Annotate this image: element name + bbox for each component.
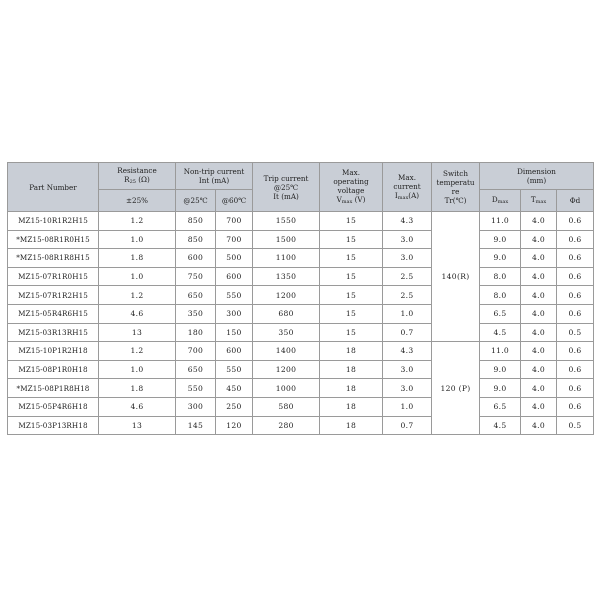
cell-i: 2.5	[383, 267, 432, 286]
cell-phi: 0.6	[557, 342, 594, 361]
part-number-cell: MZ15-08P1R0H18	[8, 360, 99, 379]
header-non-trip-60: @60℃	[216, 190, 253, 212]
header-dimension: Dimension (mm)	[480, 163, 594, 190]
cell-r: 1.2	[99, 212, 176, 231]
cell-it: 1550	[253, 212, 320, 231]
header-switch-temperature: Switch temperatu re Tr(℃)	[432, 163, 480, 212]
header-trip-current: Trip current @25℃ It (mA)	[253, 163, 320, 212]
cell-int60: 450	[216, 379, 253, 398]
cell-phi: 0.6	[557, 360, 594, 379]
cell-v: 15	[320, 304, 383, 323]
cell-d: 6.5	[480, 397, 521, 416]
cell-int25: 750	[176, 267, 216, 286]
cell-i: 0.7	[383, 416, 432, 435]
cell-int60: 600	[216, 342, 253, 361]
cell-d: 8.0	[480, 286, 521, 305]
cell-phi: 0.5	[557, 416, 594, 435]
header-max-voltage: Max. operating voltage $V_{max}$ (V)	[320, 163, 383, 212]
table-row	[8, 249, 594, 268]
cell-phi: 0.6	[557, 267, 594, 286]
cell-it: 580	[253, 397, 320, 416]
table-row	[8, 379, 594, 398]
cell-int25: 700	[176, 342, 216, 361]
cell-v: 15	[320, 230, 383, 249]
cell-phi: 0.6	[557, 397, 594, 416]
cell-r: 1.2	[99, 342, 176, 361]
cell-v: 18	[320, 379, 383, 398]
table-row	[8, 304, 594, 323]
switch-temperature-cell: 120 (P)	[432, 342, 480, 435]
cell-d: 9.0	[480, 249, 521, 268]
cell-it: 350	[253, 323, 320, 342]
table-row	[8, 286, 594, 305]
cell-d: 9.0	[480, 360, 521, 379]
header-non-trip-25: @25℃	[176, 190, 216, 212]
cell-d: 4.5	[480, 416, 521, 435]
cell-phi: 0.6	[557, 212, 594, 231]
header-dimension-phi: Φd	[557, 190, 594, 212]
cell-r: 13	[99, 323, 176, 342]
part-number-cell: MZ15-10P1R2H18	[8, 342, 99, 361]
switch-temperature-cell: 140(R)	[432, 212, 480, 342]
cell-phi: 0.6	[557, 230, 594, 249]
part-number-cell: MZ15-07R1R0H15	[8, 267, 99, 286]
cell-d: 6.5	[480, 304, 521, 323]
cell-t: 4.0	[521, 397, 557, 416]
cell-r: 1.0	[99, 360, 176, 379]
cell-int25: 180	[176, 323, 216, 342]
cell-d: 9.0	[480, 230, 521, 249]
cell-int25: 145	[176, 416, 216, 435]
cell-i: 1.0	[383, 397, 432, 416]
header-part-number: Part Number	[8, 163, 99, 212]
header-max-current: Max. current $I_{max}(A)$	[383, 163, 432, 212]
cell-d: 4.5	[480, 323, 521, 342]
cell-phi: 0.6	[557, 249, 594, 268]
cell-int60: 700	[216, 230, 253, 249]
header-dimension-t: $T_{max}$	[521, 190, 557, 212]
cell-int25: 850	[176, 212, 216, 231]
cell-v: 15	[320, 323, 383, 342]
ptc-spec-table	[7, 162, 594, 435]
cell-int60: 700	[216, 212, 253, 231]
cell-r: 1.0	[99, 267, 176, 286]
cell-v: 18	[320, 416, 383, 435]
cell-t: 4.0	[521, 342, 557, 361]
part-number-cell: MZ15-07R1R2H15	[8, 286, 99, 305]
table-row	[8, 360, 594, 379]
cell-int25: 350	[176, 304, 216, 323]
cell-int60: 250	[216, 397, 253, 416]
cell-v: 18	[320, 397, 383, 416]
cell-v: 18	[320, 342, 383, 361]
cell-t: 4.0	[521, 304, 557, 323]
table-row	[8, 397, 594, 416]
cell-int25: 550	[176, 379, 216, 398]
cell-it: 1000	[253, 379, 320, 398]
part-number-cell: MZ15-05P4R6H18	[8, 397, 99, 416]
cell-d: 11.0	[480, 212, 521, 231]
part-number-cell: *MZ15-08R1R0H15	[8, 230, 99, 249]
cell-t: 4.0	[521, 212, 557, 231]
cell-it: 1100	[253, 249, 320, 268]
cell-r: 1.2	[99, 286, 176, 305]
cell-int60: 600	[216, 267, 253, 286]
cell-int25: 300	[176, 397, 216, 416]
cell-i: 3.0	[383, 360, 432, 379]
cell-int60: 150	[216, 323, 253, 342]
cell-int60: 120	[216, 416, 253, 435]
cell-r: 1.8	[99, 249, 176, 268]
cell-int25: 650	[176, 286, 216, 305]
cell-int60: 500	[216, 249, 253, 268]
cell-v: 15	[320, 286, 383, 305]
cell-t: 4.0	[521, 230, 557, 249]
cell-i: 2.5	[383, 286, 432, 305]
header-non-trip-current: Non-trip current Int (mA)	[176, 163, 253, 190]
cell-v: 15	[320, 267, 383, 286]
cell-phi: 0.6	[557, 304, 594, 323]
part-number-cell: MZ15-05R4R6H15	[8, 304, 99, 323]
cell-d: 8.0	[480, 267, 521, 286]
cell-int25: 850	[176, 230, 216, 249]
cell-t: 4.0	[521, 360, 557, 379]
cell-v: 15	[320, 249, 383, 268]
cell-t: 4.0	[521, 416, 557, 435]
cell-r: 4.6	[99, 304, 176, 323]
cell-t: 4.0	[521, 286, 557, 305]
cell-t: 4.0	[521, 267, 557, 286]
cell-it: 280	[253, 416, 320, 435]
table-row	[8, 342, 594, 361]
cell-v: 15	[320, 212, 383, 231]
cell-r: 13	[99, 416, 176, 435]
cell-d: 9.0	[480, 379, 521, 398]
cell-r: 1.0	[99, 230, 176, 249]
cell-i: 4.3	[383, 342, 432, 361]
part-number-cell: *MZ15-08R1R8H15	[8, 249, 99, 268]
table-row	[8, 323, 594, 342]
cell-i: 4.3	[383, 212, 432, 231]
cell-t: 4.0	[521, 249, 557, 268]
cell-it: 680	[253, 304, 320, 323]
cell-it: 1500	[253, 230, 320, 249]
cell-v: 18	[320, 360, 383, 379]
cell-r: 4.6	[99, 397, 176, 416]
cell-int60: 300	[216, 304, 253, 323]
cell-t: 4.0	[521, 379, 557, 398]
cell-int25: 600	[176, 249, 216, 268]
cell-phi: 0.5	[557, 323, 594, 342]
cell-r: 1.8	[99, 379, 176, 398]
cell-it: 1350	[253, 267, 320, 286]
table-row	[8, 267, 594, 286]
table-header	[8, 163, 594, 212]
cell-phi: 0.6	[557, 286, 594, 305]
cell-i: 3.0	[383, 379, 432, 398]
spec-sheet	[7, 162, 593, 435]
cell-int60: 550	[216, 360, 253, 379]
cell-t: 4.0	[521, 323, 557, 342]
cell-int60: 550	[216, 286, 253, 305]
part-number-cell: *MZ15-08P1R8H18	[8, 379, 99, 398]
header-resistance-tolerance: ±25%	[99, 190, 176, 212]
table-row	[8, 230, 594, 249]
cell-i: 3.0	[383, 230, 432, 249]
cell-i: 3.0	[383, 249, 432, 268]
part-number-cell: MZ15-03R13RH15	[8, 323, 99, 342]
part-number-cell: MZ15-03P13RH18	[8, 416, 99, 435]
table-body	[8, 212, 594, 435]
cell-d: 11.0	[480, 342, 521, 361]
header-dimension-d: $D_{max}$	[480, 190, 521, 212]
cell-i: 1.0	[383, 304, 432, 323]
part-number-cell: MZ15-10R1R2H15	[8, 212, 99, 231]
cell-it: 1400	[253, 342, 320, 361]
cell-phi: 0.6	[557, 379, 594, 398]
cell-it: 1200	[253, 286, 320, 305]
table-row	[8, 212, 594, 231]
cell-int25: 650	[176, 360, 216, 379]
cell-it: 1200	[253, 360, 320, 379]
cell-i: 0.7	[383, 323, 432, 342]
header-resistance: Resistance $R_{25}$ (Ω)	[99, 163, 176, 190]
table-row	[8, 416, 594, 435]
